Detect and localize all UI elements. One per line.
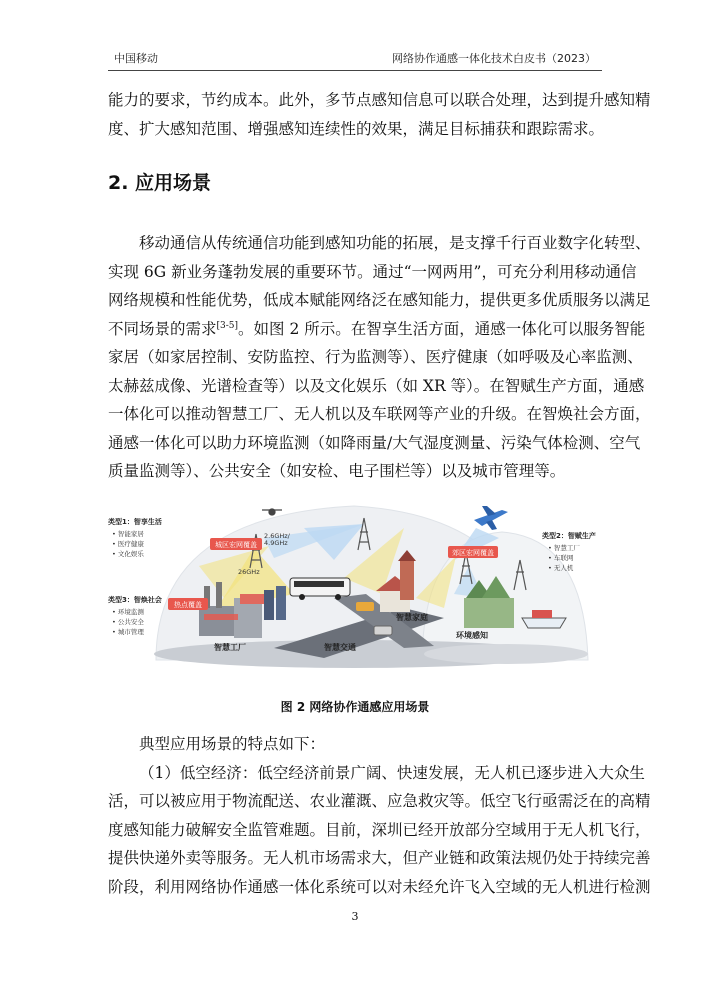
label-env-sensing: 环境感知 xyxy=(456,631,488,640)
legend-group1-item: • 智能家居 xyxy=(112,530,144,538)
intro-paragraph xyxy=(108,86,651,143)
text-line: 网络规模和性能优势，低成本赋能网络泛在感知能力，提供更多优质服务以满足 xyxy=(108,291,651,309)
application-scenario-figure xyxy=(104,498,610,670)
text-line: 度、扩大感知范围、增强感知连续性的效果，满足目标捕获和跟踪需求。 xyxy=(108,119,605,138)
text-line: 通感一体化可以助力环境监测（如降雨量/大气湿度测量、污染气体检测、空气 xyxy=(108,433,641,452)
main-paragraph xyxy=(108,229,651,486)
text-fragment: 。如图 2 所示。在智享生活方面，通感一体化可以服务智能 xyxy=(238,319,646,338)
citation: [3-5] xyxy=(216,320,239,331)
legend-group3-item: • 公共安全 xyxy=(112,618,144,626)
legend-group1-title: 类型1：智享生活 xyxy=(108,518,162,526)
header-org: 中国移动 xyxy=(114,52,158,65)
legend-group2-item: • 无人机 xyxy=(548,564,574,572)
text-line: 活，可以被应用于物流配送、农业灌溉、应急救灾等。低空飞行亟需泛在的高精 xyxy=(108,792,651,810)
drone-icon xyxy=(262,509,282,515)
text-line: 提供快递外卖等服务。无人机市场需求大，但产业链和政策法规仍处于持续完善 xyxy=(108,849,651,867)
legend-group2-item: • 车联网 xyxy=(548,554,574,562)
text-line: 阶段，利用网络协作通感一体化系统可以对未经允许飞入空域的无人机进行检测 xyxy=(108,877,651,896)
text-fragment: 不同场景的需求 xyxy=(108,319,217,338)
continuation-paragraph xyxy=(108,730,651,901)
text-line: 质量监测等）、公共安全（如安检、电子围栏等）以及城市管理等。 xyxy=(108,462,566,480)
airplane-icon xyxy=(474,506,508,530)
label-smart-factory: 智慧工厂 xyxy=(214,643,246,652)
label-smart-home: 智慧家庭 xyxy=(396,613,428,622)
text-line: （1）低空经济：低空经济前景广阔、快速发展，无人机已逐步进入大众生 xyxy=(139,763,645,782)
section-heading: 2. 应用场景 xyxy=(108,172,212,194)
scenario-illustration xyxy=(104,498,610,670)
label-suburban-macro: 郊区宏网覆盖 xyxy=(452,549,494,557)
text-line: 实现 6G 新业务蓬勃发展的重要环节。通过“一网两用”，可充分利用移动通信 xyxy=(108,262,637,281)
legend-group1-item: • 医疗健康 xyxy=(112,540,144,548)
text-line: 太赫兹成像、光谱检查等）以及文化娱乐（如 XR 等）。在智赋生产方面，通感 xyxy=(108,376,645,395)
text-line: 移动通信从传统通信功能到感知功能的拓展，是支撑千行百业数字化转型、 xyxy=(139,234,651,252)
car-icon xyxy=(374,626,392,635)
page-header xyxy=(108,50,602,71)
legend-group1-item: • 文化娱乐 xyxy=(112,550,144,558)
suburban-ground xyxy=(424,644,588,664)
label-freq-26: 26GHz xyxy=(238,568,260,576)
text-line: 家居（如家居控制、安防监控、行为监测等）、医疗健康（如呼吸及心率监测、 xyxy=(108,348,643,366)
legend-group3-item: • 环境监测 xyxy=(112,608,144,616)
text-line: 一体化可以推动智慧工厂、无人机以及车联网等产业的升级。在智焕社会方面， xyxy=(108,405,651,423)
legend-group3-item: • 城市管理 xyxy=(112,628,144,636)
header-doc-title: 网络协作通感一体化技术白皮书（2023） xyxy=(392,52,596,65)
label-freq-lower: 4.9GHz xyxy=(264,539,288,547)
legend-group3-title: 类型3：智焕社会 xyxy=(108,596,162,604)
text-line-with-citation xyxy=(108,315,646,344)
text-line: 能力的要求，节约成本。此外，多节点感知信息可以联合处理，达到提升感知精 xyxy=(108,91,651,109)
legend-group2-title: 类型2：智赋生产 xyxy=(542,532,596,540)
label-hotspot: 热点覆盖 xyxy=(174,601,202,609)
label-freq-upper: 2.6GHz/ xyxy=(264,532,290,540)
legend-group2-item: • 智慧工厂 xyxy=(548,544,580,552)
page-number: 3 xyxy=(351,910,359,923)
figure-caption: 图 2 网络协作通感应用场景 xyxy=(280,700,430,714)
label-smart-traffic: 智慧交通 xyxy=(324,643,356,652)
text-line: 典型应用场景的特点如下： xyxy=(139,735,326,753)
label-urban-macro: 城区宏网覆盖 xyxy=(215,541,257,549)
car-icon xyxy=(356,602,374,611)
text-line: 度感知能力破解安全监管难题。目前，深圳已经开放部分空域用于无人机飞行， xyxy=(108,820,651,839)
